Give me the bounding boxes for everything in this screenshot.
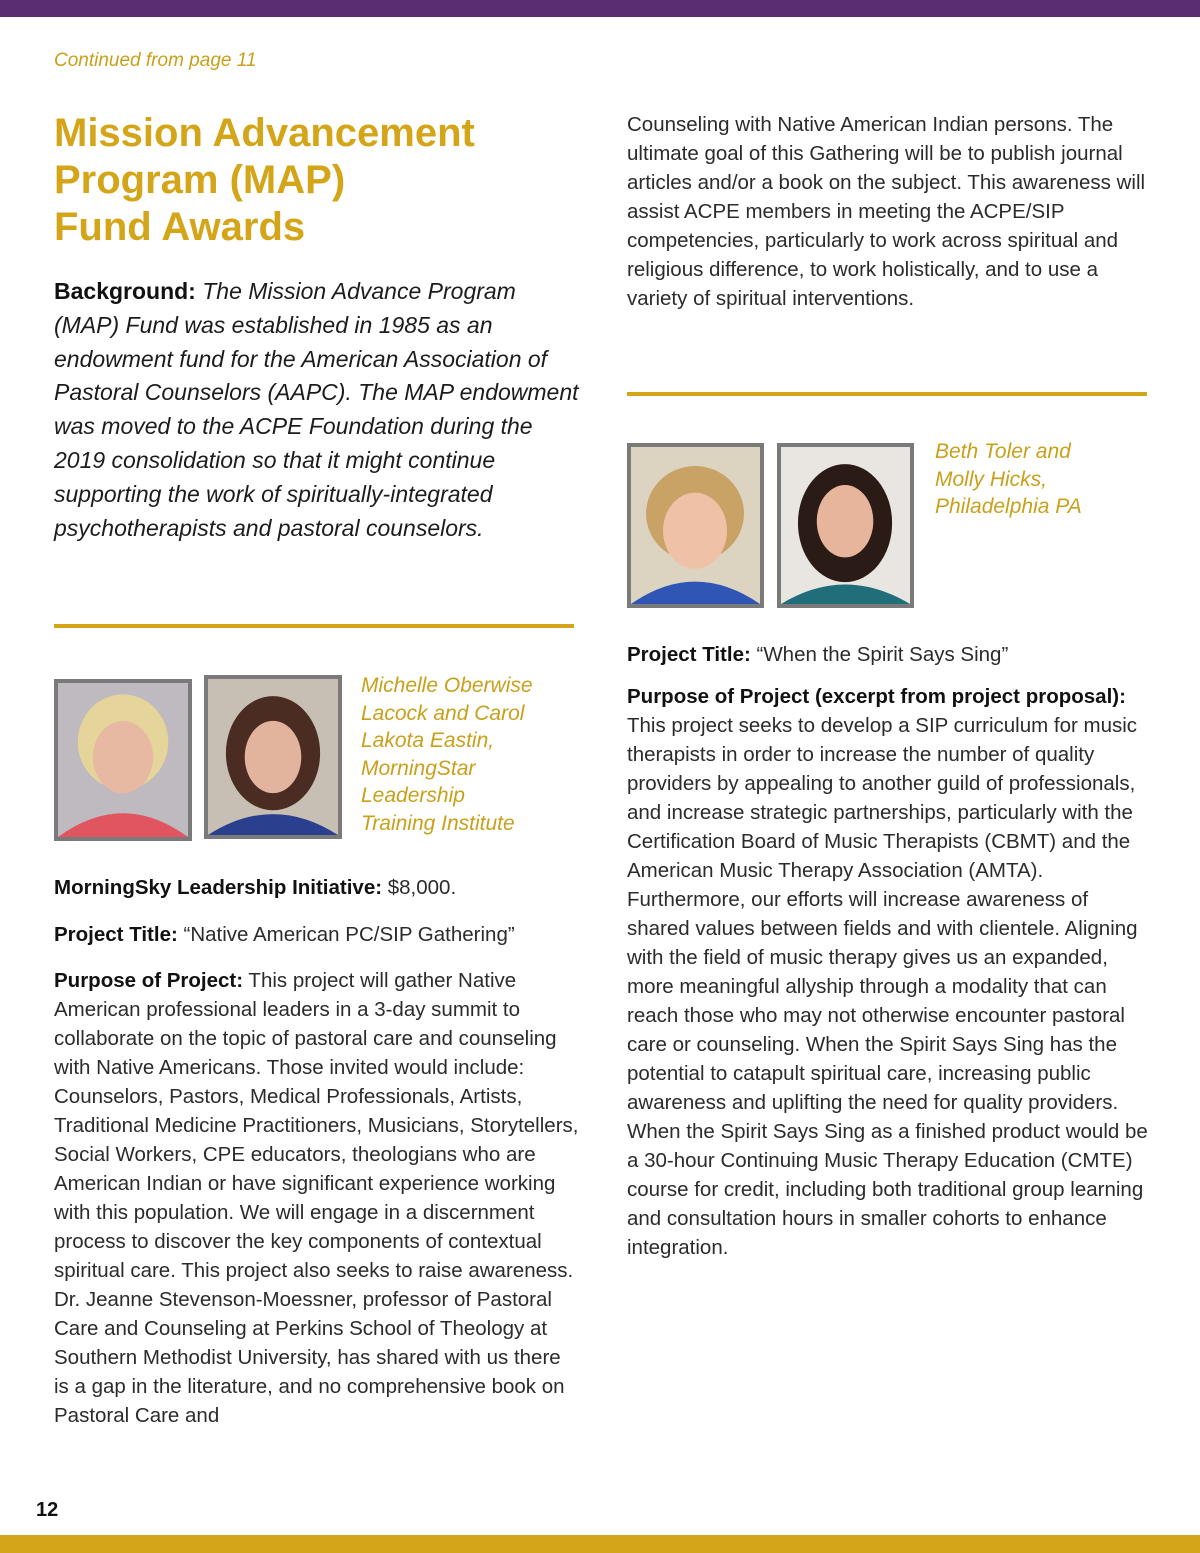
award2-purpose xyxy=(627,682,1152,1262)
initiative-label: MorningSky Leadership Initiative: xyxy=(54,876,383,899)
purpose-label: Purpose of Project (excerpt from project proposal): xyxy=(627,685,1126,708)
award1-project-title xyxy=(54,920,579,949)
portrait-placeholder xyxy=(208,679,338,835)
caption-line: MorningStar xyxy=(361,756,476,780)
page-title xyxy=(54,110,594,251)
caption-line: Lacock and Carol xyxy=(361,701,525,725)
project-title-label: Project Title: xyxy=(54,923,178,946)
project-title-value: “Native American PC/SIP Gathering” xyxy=(177,923,515,946)
page-number: 12 xyxy=(36,1499,59,1521)
award1-initiative xyxy=(54,873,579,902)
purpose-text: This project seeks to develop a SIP curriculum for music therapists in order to increase the number of quality providers by appealing to another guild of professionals, and increase strategic partnerships, particularly with the Certification Board of Music Therapists (CBMT) and the American Music Therapy Association (AMTA). Furthermore, our efforts will increase awareness of shared values between fields and with clientele. Aligning with the field of music therapy gives us an expanded, more meaningful allyship through a modality that can reach those who may not otherwise encounter pastoral care or counseling. When the Spirit Says Sing has the potential to catapult spiritual care, increasing public awareness and uplifting the need for quality providers. When the Spirit Says Sing as a finished product would be a 30-hour Continuing Music Therapy Education (CMTE) course for credit, including both traditional group learning and consultation hours in smaller cohorts to enhance integration. xyxy=(627,714,1148,1259)
award1-purpose-continued: Counseling with Native American Indian persons. The ultimate goal of this Gathering will be to publish journal articles and/or a book on the subject. This awareness will assist ACPE members in meeting the ACPE/SIP competencies, particularly to work across spiritual and religious difference, to work holistically, and to use a variety of spiritual interventions. xyxy=(627,113,1146,310)
purpose-label: Purpose of Project: xyxy=(54,969,244,992)
purpose-text: This project will gather Native American professional leaders in a 3-day summit to collaborate on the topic of pastoral care and counseling with Native Americans. Those invited would include: Counselors, Pastors, Medical Professionals, Artists, Traditional Medicine Practitioners, Musicians, Storytellers, Social Workers, CPE educators, theologians who are American Indian or have significant experience working with this population. We will engage in a discernment process to discover the key components of contextual spiritual care. This project also seeks to raise awareness. Dr. Jeanne Stevenson-Moessner, professor of Pastoral Care and Counseling at Perkins School of Theology at Southern Methodist University, has shared with us there is a gap in the literature, and no comprehensive book on Pastoral Care and xyxy=(54,969,579,1427)
project-title-label: Project Title: xyxy=(627,643,751,666)
portrait-placeholder xyxy=(631,447,760,604)
section-divider xyxy=(54,624,574,628)
portrait-placeholder xyxy=(781,447,910,604)
title-line: Program (MAP) xyxy=(54,158,346,202)
initiative-amount: $8,000. xyxy=(382,876,457,899)
photo-carol xyxy=(204,675,342,839)
caption-line: Training Institute xyxy=(361,811,515,835)
photo-michelle xyxy=(54,679,192,841)
caption-line: Molly Hicks, xyxy=(935,467,1048,491)
photo-beth xyxy=(627,443,764,608)
caption-line: Beth Toler and xyxy=(935,440,1071,463)
caption-line: Michelle Oberwise xyxy=(361,674,533,697)
award1-purpose xyxy=(54,966,579,1430)
background-paragraph xyxy=(54,275,579,545)
section-divider xyxy=(627,392,1147,396)
bottom-color-bar xyxy=(0,1535,1200,1553)
portrait-placeholder xyxy=(58,683,188,837)
title-line: Mission Advancement xyxy=(54,111,475,155)
caption-line: Lakota Eastin, xyxy=(361,729,495,752)
photo-molly xyxy=(777,443,914,608)
background-text: The Mission Advance Program (MAP) Fund was established in 1985 as an endowment fund for the American Association of Pastoral Counselors (AAPC). The MAP endowment was moved to the ACPE Foundation during the 2019 consolidation so that it might continue supporting the work of spiritually-integrated psychotherapists and pastoral counselors. xyxy=(54,278,579,541)
project-title-value: “When the Spirit Says Sing” xyxy=(750,643,1009,666)
award2-caption xyxy=(935,438,1082,521)
background-label: Background: xyxy=(54,278,196,304)
caption-line: Philadelphia PA xyxy=(935,495,1082,518)
caption-line: Leadership xyxy=(361,784,465,807)
top-color-bar xyxy=(0,0,1200,17)
title-line: Fund Awards xyxy=(54,205,306,249)
continued-note: Continued from page 11 xyxy=(54,50,257,71)
award2-project-title xyxy=(627,640,1152,669)
award1-caption xyxy=(361,672,533,837)
